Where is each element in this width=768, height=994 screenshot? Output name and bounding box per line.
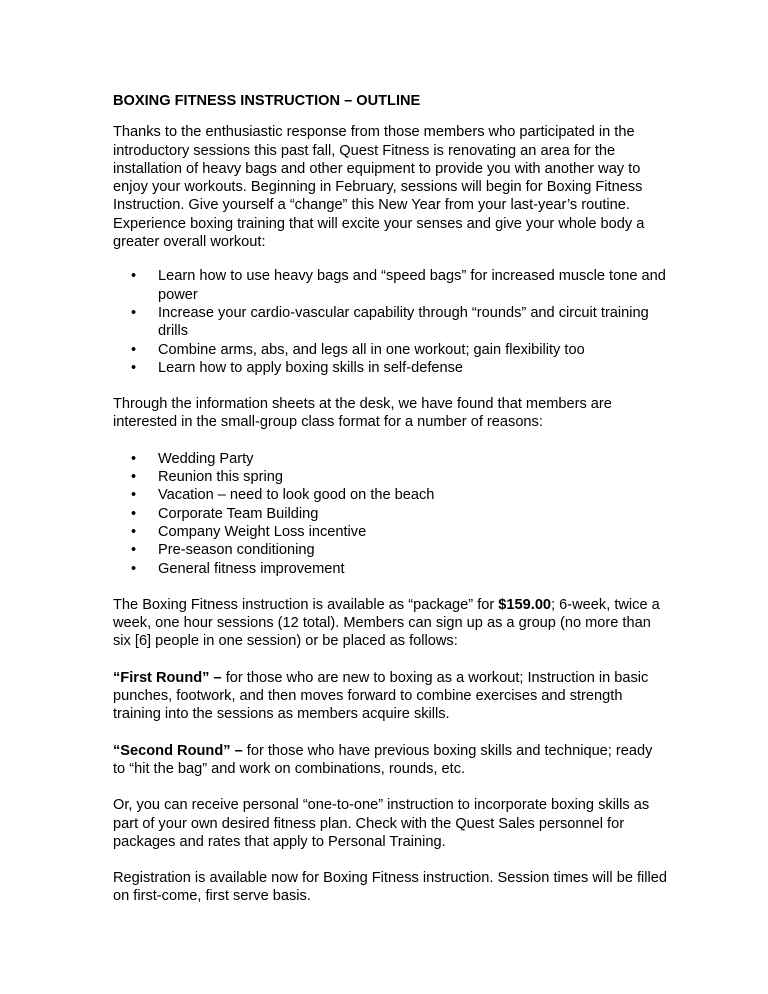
first-round-text: for those who are new to boxing as a workout; Instruction in basic punches, footwork, and then moves forward to combine exercises and strength training into the sessions as members acquire skills. [113,669,649,723]
list-item: • Learn how to use heavy bags and “speed bags” for increased muscle tone and power [113,267,668,304]
list-item: • Combine arms, abs, and legs all in one workout; gain flexibility too [113,341,668,359]
document-title: BOXING FITNESS INSTRUCTION – OUTLINE [113,93,421,109]
list-item: • General fitness improvement [113,560,668,578]
personal-training-paragraph: Or, you can receive personal “one-to-one” instruction to incorporate boxing skills as part of your own desired fitness plan. Check with the Quest Sales personnel for packages and rates that apply to Personal Training. [113,797,650,850]
intro-paragraph: Thanks to the enthusiastic response from those members who participated in the introductory sessions this past fall, Quest Fitness is renovating an area for the installation of heavy bags and other equipment to provide you with another way to enjoy your workouts. Beginning in February, sessions will begin for Boxing Fitness Instruction. Give yourself a “change” this New Year from your last-year’s routine. Experience boxing training that will excite your senses and give your whole body a greater overall workout: [113,124,645,251]
list-item: • Increase your cardio-vascular capability through “rounds” and circuit training drills [113,304,668,341]
list-item: • Reunion this spring [113,468,668,486]
package-paragraph [113,596,668,651]
reasons-intro-paragraph: Through the information sheets at the desk, we have found that members are interested in the small-group class format for a number of reasons: [113,396,612,431]
list-item: • Company Weight Loss incentive [113,523,668,541]
list-item: • Corporate Team Building [113,505,668,523]
list-item: • Vacation – need to look good on the beach [113,486,668,504]
benefits-list [113,267,668,377]
first-round-paragraph [113,669,668,724]
first-round-label: “First Round” – [113,669,222,686]
list-item: • Pre-season conditioning [113,541,668,559]
second-round-paragraph [113,742,668,779]
package-price: $159.00 [498,596,552,613]
list-item: • Wedding Party [113,450,668,468]
package-text-before: The Boxing Fitness instruction is available as “package” for [113,596,499,613]
registration-paragraph: Registration is available now for Boxing Fitness instruction. Session times will be filled on first-come, first serve basis. [113,870,667,905]
package-text-after: ; 6-week, twice a week, one hour sessions (12 total). Members can sign up as a group (no more than six [6] people in one session) or be placed as follows: [113,596,660,650]
list-item: • Learn how to apply boxing skills in self-defense [113,359,668,377]
second-round-text: for those who have previous boxing skills and technique; ready to “hit the bag” and work on combinations, rounds, etc. [113,742,653,777]
second-round-label: “Second Round” – [113,742,243,759]
reasons-list [113,450,668,578]
